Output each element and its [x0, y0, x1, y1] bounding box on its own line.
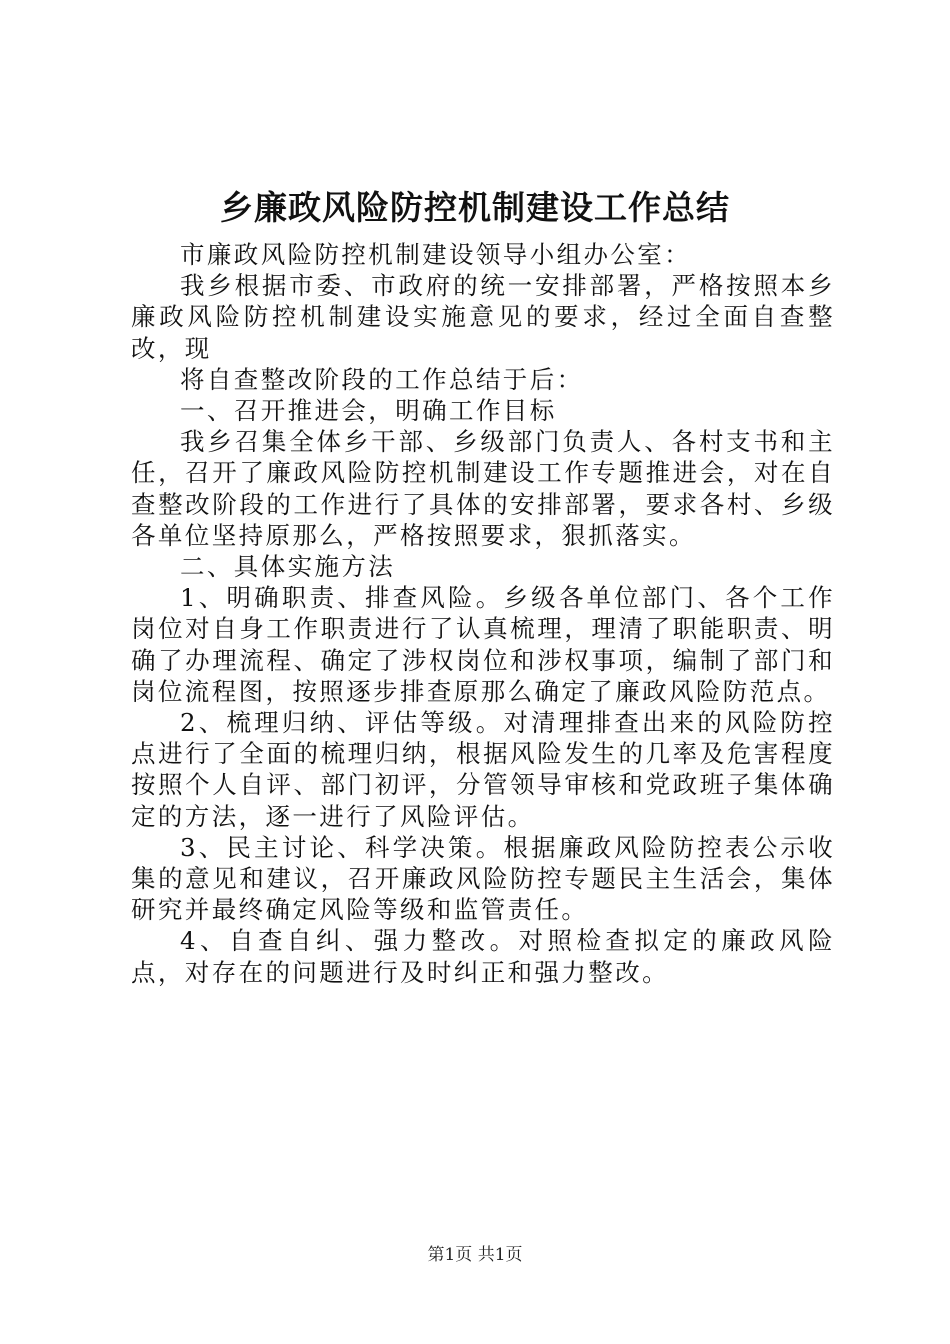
- intro-paragraph: 我乡根据市委、市政府的统一安排部署，严格按照本乡廉政风险防控机制建设实施意见的要求，经过全面自查整改，现: [131, 271, 835, 363]
- section-heading-2: 二、具体实施方法: [180, 552, 396, 582]
- addressee-line: 市廉政风险防控机制建设领导小组办公室：: [180, 240, 692, 269]
- document-title: 乡廉政风险防控机制建设工作总结: [220, 188, 730, 227]
- intro-continuation: 将自查整改阶段的工作总结于后：: [180, 364, 584, 394]
- page-footer: 第1页 共1页: [427, 1245, 523, 1265]
- document-body: [131, 239, 835, 988]
- item-2-paragraph: 2、梳理归纳、评估等级。对清理排查出来的风险防控点进行了全面的梳理归纳，根据风险发生的几率及危害程度按照个人自评、部门初评，分管领导审核和党政班子集体确定的方法，逐一进行了风险评估。: [131, 708, 835, 831]
- section-1-paragraph: 我乡召集全体乡干部、乡级部门负责人、各村支书和主任，召开了廉政风险防控机制建设工作专题推进会，对在自查整改阶段的工作进行了具体的安排部署，要求各村、乡级各单位坚持原那么，严格按照要求，狠抓落实。: [131, 427, 835, 550]
- item-1-paragraph: 1、明确职责、排查风险。乡级各单位部门、各个工作岗位对自身工作职责进行了认真梳理，理清了职能职责、明确了办理流程、确定了涉权岗位和涉权事项，编制了部门和岗位流程图，按照逐步排查原那么确定了廉政风险防范点。: [131, 583, 835, 706]
- item-4-paragraph: 4、自查自纠、强力整改。对照检查拟定的廉政风险点，对存在的问题进行及时纠正和强力整改。: [131, 926, 835, 987]
- item-3-paragraph: 3、民主讨论、科学决策。根据廉政风险防控表公示收集的意见和建议，召开廉政风险防控专题民主生活会，集体研究并最终确定风险等级和监管责任。: [131, 832, 835, 925]
- section-heading-1: 一、召开推进会，明确工作目标: [180, 396, 557, 426]
